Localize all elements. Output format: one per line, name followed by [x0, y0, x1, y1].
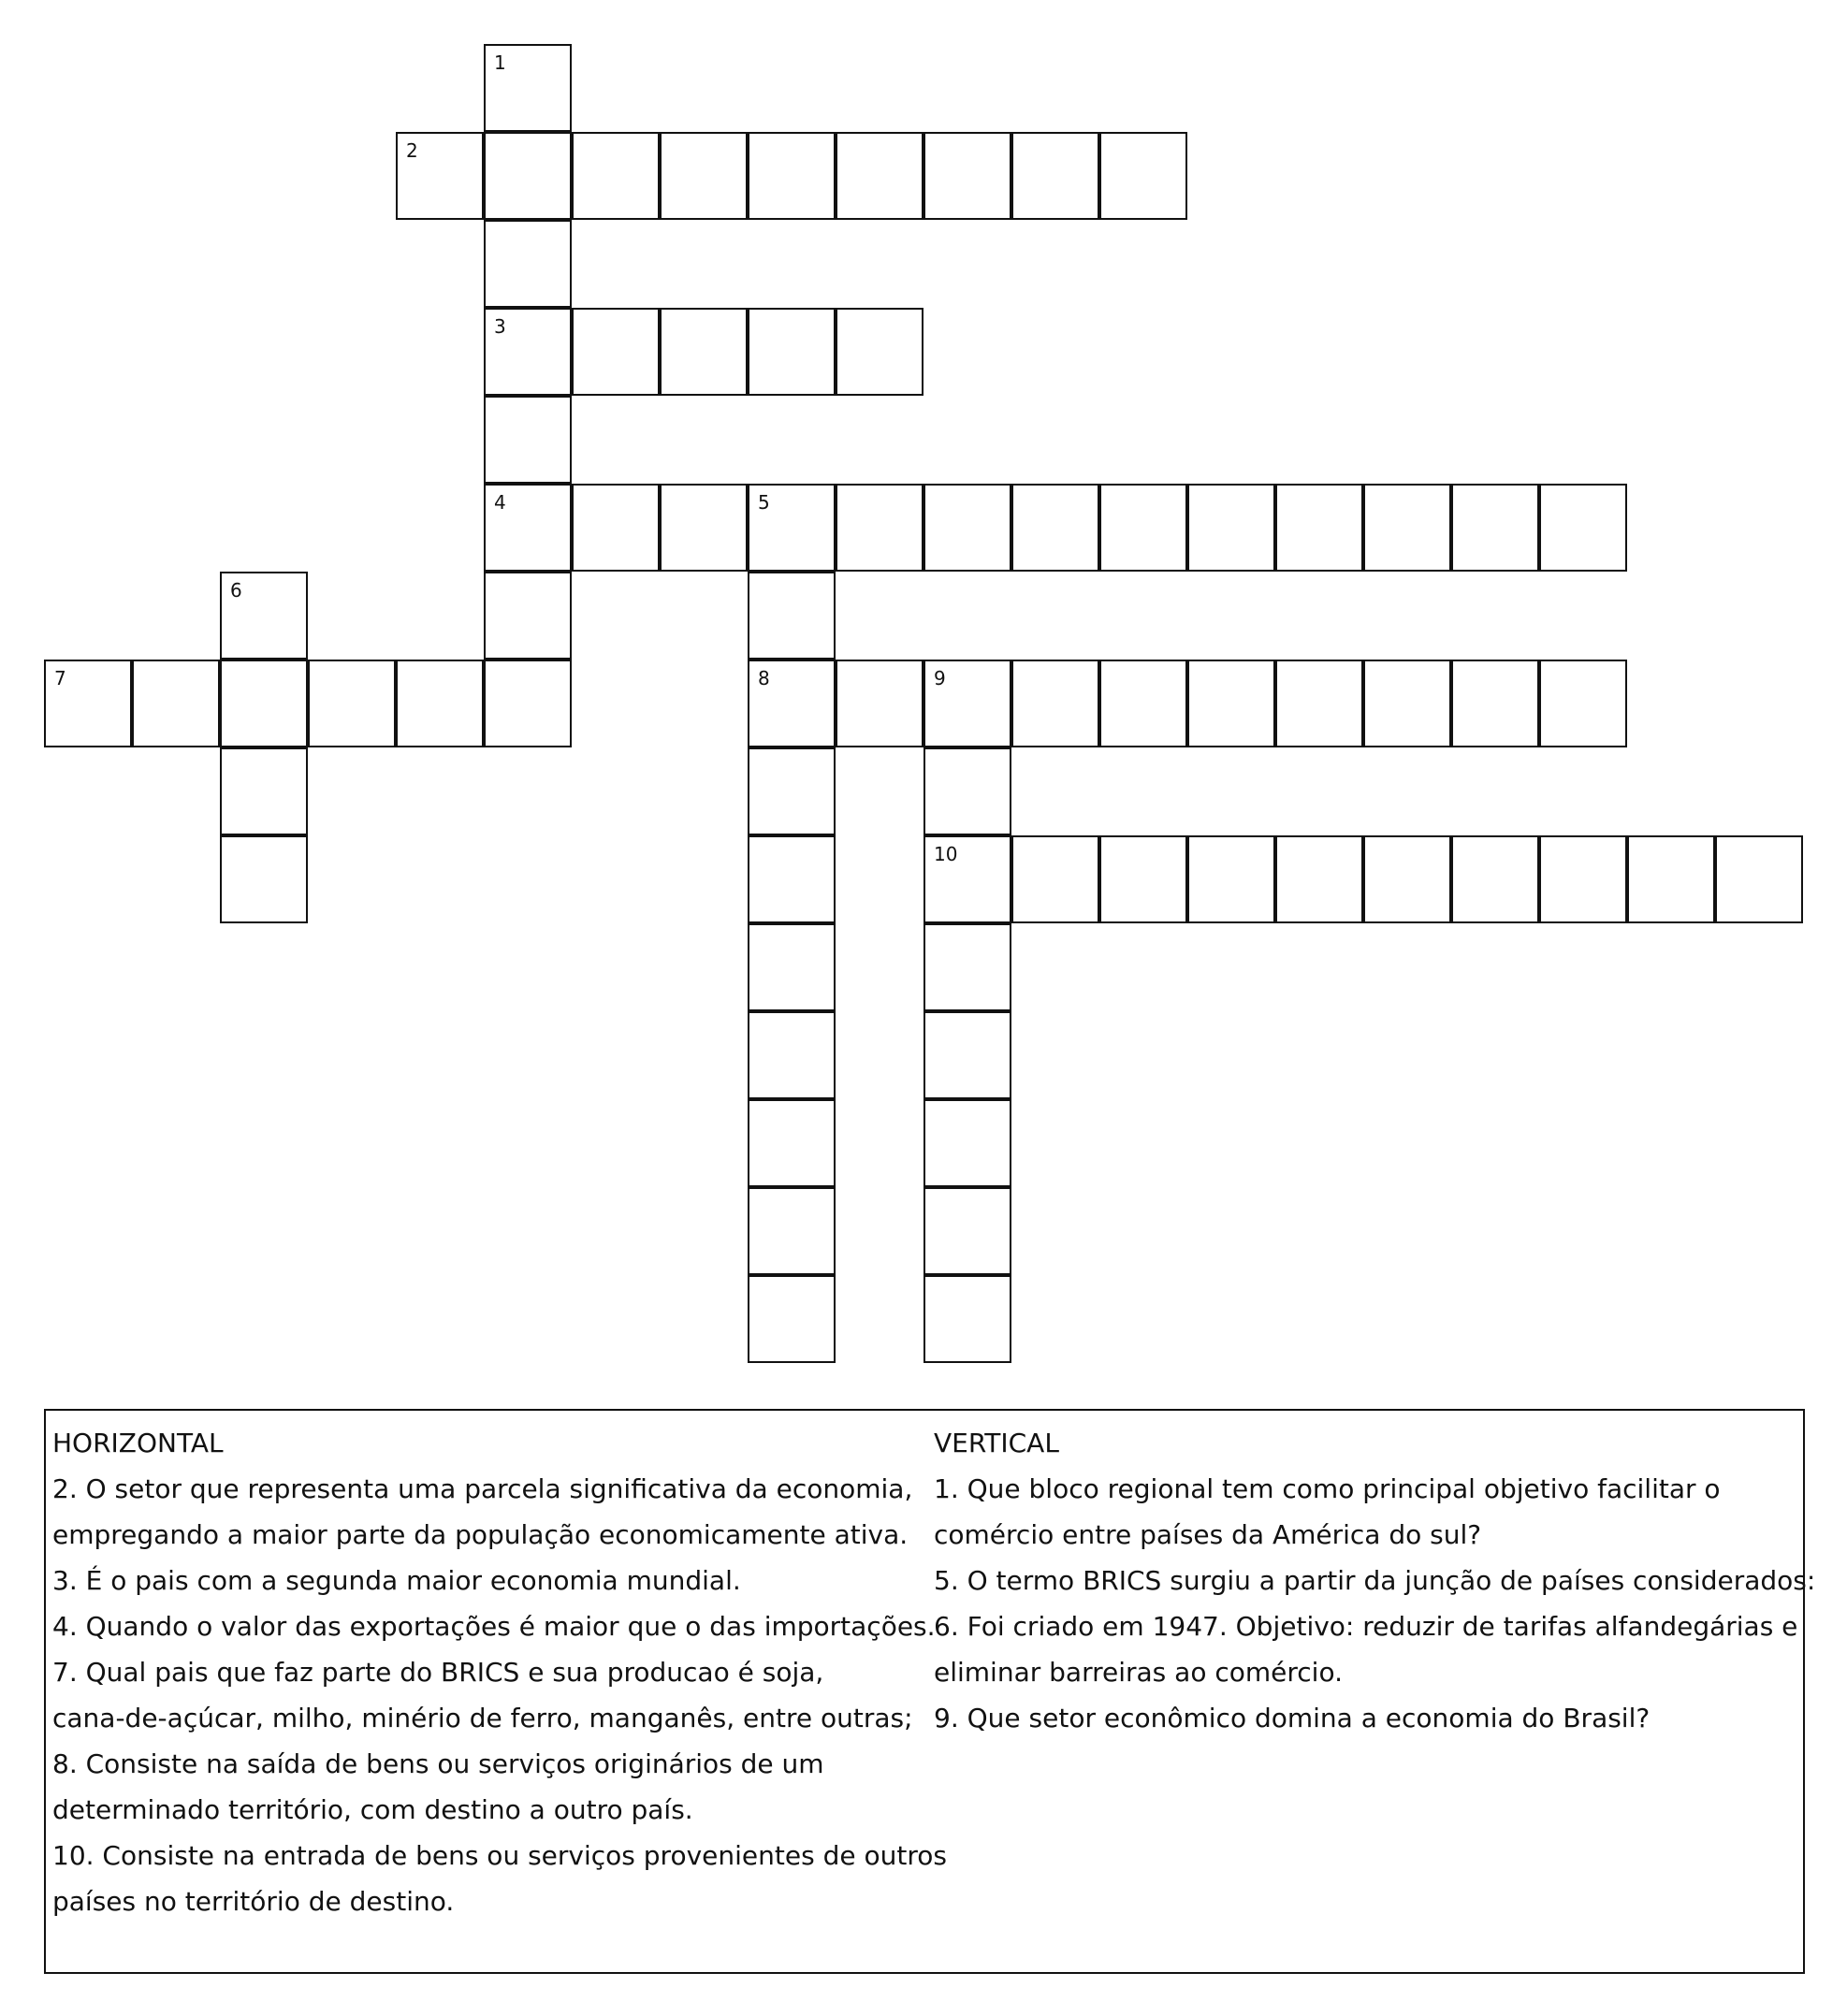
horizontal-heading: HORIZONTAL: [52, 1428, 224, 1458]
vertical-clue-line: 5. O termo BRICS surgiu a partir da junção de países considerados:: [934, 1565, 1816, 1596]
crossword-cell[interactable]: [748, 308, 836, 396]
crossword-cell[interactable]: [484, 660, 572, 747]
crossword-cell[interactable]: [1539, 484, 1627, 572]
crossword-cell[interactable]: [1539, 660, 1627, 747]
crossword-cell[interactable]: [748, 835, 836, 923]
crossword-cell[interactable]: [484, 132, 572, 220]
crossword-cell[interactable]: [1451, 660, 1539, 747]
clue-number: 8: [758, 667, 770, 689]
crossword-cell[interactable]: [836, 132, 924, 220]
clue-number: 5: [758, 491, 770, 514]
horizontal-clue-line: 10. Consiste na entrada de bens ou serviços provenientes de outros: [52, 1840, 947, 1871]
crossword-cell[interactable]: [924, 1011, 1011, 1099]
crossword-cell-9[interactable]: [924, 660, 1011, 747]
crossword-cell[interactable]: [748, 1187, 836, 1275]
crossword-cell[interactable]: [1363, 484, 1451, 572]
crossword-cell[interactable]: [1275, 660, 1363, 747]
crossword-cell[interactable]: [1099, 484, 1187, 572]
crossword-cell[interactable]: [660, 132, 748, 220]
horizontal-clue-line: determinado território, com destino a outro país.: [52, 1794, 693, 1825]
vertical-clues: [934, 1420, 1816, 1741]
crossword-cell[interactable]: [1099, 835, 1187, 923]
crossword-cell-10[interactable]: [924, 835, 1011, 923]
crossword-cell[interactable]: [924, 747, 1011, 835]
crossword-cell[interactable]: [748, 747, 836, 835]
crossword-cell[interactable]: [572, 308, 660, 396]
clue-number: 2: [406, 139, 418, 162]
crossword-cell[interactable]: [924, 1187, 1011, 1275]
crossword-cell[interactable]: [220, 747, 308, 835]
crossword-cell[interactable]: [1011, 835, 1099, 923]
crossword-cell[interactable]: [1011, 484, 1099, 572]
crossword-cell[interactable]: [1187, 835, 1275, 923]
crossword-cell[interactable]: [484, 396, 572, 484]
horizontal-clue-line: 7. Qual pais que faz parte do BRICS e sua producao é soja,: [52, 1657, 824, 1688]
crossword-cell[interactable]: [572, 484, 660, 572]
vertical-clue-line: 1. Que bloco regional tem como principal objetivo facilitar o: [934, 1473, 1721, 1504]
crossword-cell[interactable]: [484, 572, 572, 660]
crossword-cell[interactable]: [308, 660, 396, 747]
crossword-cell-4[interactable]: [484, 484, 572, 572]
crossword-cell[interactable]: [1451, 835, 1539, 923]
crossword-cell[interactable]: [1011, 132, 1099, 220]
crossword-cell[interactable]: [836, 308, 924, 396]
horizontal-clue-line: 4. Quando o valor das exportações é maior que o das importações.: [52, 1611, 936, 1642]
crossword-cell[interactable]: [220, 835, 308, 923]
crossword-cell[interactable]: [924, 1275, 1011, 1363]
vertical-clue-line: 6. Foi criado em 1947. Objetivo: reduzir de tarifas alfandegárias e: [934, 1611, 1798, 1642]
crossword-cell[interactable]: [660, 484, 748, 572]
horizontal-clue-line: 2. O setor que representa uma parcela significativa da economia,: [52, 1473, 913, 1504]
vertical-clue-line: 9. Que setor econômico domina a economia do Brasil?: [934, 1703, 1651, 1733]
crossword-cell[interactable]: [220, 660, 308, 747]
crossword-cell[interactable]: [1715, 835, 1803, 923]
crossword-cell[interactable]: [1275, 484, 1363, 572]
crossword-cell[interactable]: [1363, 660, 1451, 747]
crossword-cell[interactable]: [1627, 835, 1715, 923]
vertical-clue-line: comércio entre países da América do sul?: [934, 1519, 1482, 1550]
clue-number: 6: [230, 579, 242, 602]
crossword-cell[interactable]: [1187, 484, 1275, 572]
crossword-cell[interactable]: [1539, 835, 1627, 923]
crossword-cell[interactable]: [1099, 660, 1187, 747]
crossword-cell-5[interactable]: [748, 484, 836, 572]
crossword-cell[interactable]: [836, 660, 924, 747]
crossword-cell[interactable]: [748, 923, 836, 1011]
crossword-cell[interactable]: [748, 132, 836, 220]
horizontal-clue-line: cana-de-açúcar, milho, minério de ferro, manganês, entre outras;: [52, 1703, 913, 1733]
horizontal-clue-line: empregando a maior parte da população economicamente ativa.: [52, 1519, 909, 1550]
crossword-cell[interactable]: [924, 1099, 1011, 1187]
crossword-cell[interactable]: [484, 220, 572, 308]
crossword-cell[interactable]: [132, 660, 220, 747]
crossword-cell-3[interactable]: [484, 308, 572, 396]
crossword-cell[interactable]: [836, 484, 924, 572]
crossword-cell[interactable]: [572, 132, 660, 220]
crossword-cell[interactable]: [1275, 835, 1363, 923]
crossword-cell[interactable]: [1363, 835, 1451, 923]
crossword-cell-2[interactable]: [396, 132, 484, 220]
crossword-cell[interactable]: [396, 660, 484, 747]
crossword-cell[interactable]: [748, 1011, 836, 1099]
vertical-heading: VERTICAL: [934, 1428, 1059, 1458]
crossword-cell[interactable]: [924, 484, 1011, 572]
crossword-cell[interactable]: [1011, 660, 1099, 747]
clue-number: 1: [494, 51, 506, 74]
crossword-cell-1[interactable]: [484, 44, 572, 132]
crossword-cell[interactable]: [748, 572, 836, 660]
horizontal-clue-line: 3. É o pais com a segunda maior economia mundial.: [52, 1565, 741, 1596]
clue-number: 7: [54, 667, 66, 689]
clue-number: 10: [934, 843, 958, 865]
clues-box: [44, 1409, 1816, 1974]
crossword-cell[interactable]: [924, 132, 1011, 220]
crossword-cell[interactable]: [924, 923, 1011, 1011]
horizontal-clue-line: países no território de destino.: [52, 1886, 455, 1917]
clue-number: 9: [934, 667, 946, 689]
clue-number: 4: [494, 491, 506, 514]
crossword-cell[interactable]: [1451, 484, 1539, 572]
crossword-cell[interactable]: [748, 1275, 836, 1363]
crossword-cell-6[interactable]: [220, 572, 308, 660]
crossword-cell-8[interactable]: [748, 660, 836, 747]
vertical-clue-line: eliminar barreiras ao comércio.: [934, 1657, 1343, 1688]
horizontal-clues: [52, 1420, 947, 1924]
crossword-cell[interactable]: [748, 1099, 836, 1187]
crossword-cell[interactable]: [1187, 660, 1275, 747]
crossword-cell[interactable]: [660, 308, 748, 396]
crossword-cell[interactable]: [1099, 132, 1187, 220]
horizontal-clue-line: 8. Consiste na saída de bens ou serviços originários de um: [52, 1748, 824, 1779]
clue-number: 3: [494, 315, 506, 338]
crossword-cell-7[interactable]: [44, 660, 132, 747]
